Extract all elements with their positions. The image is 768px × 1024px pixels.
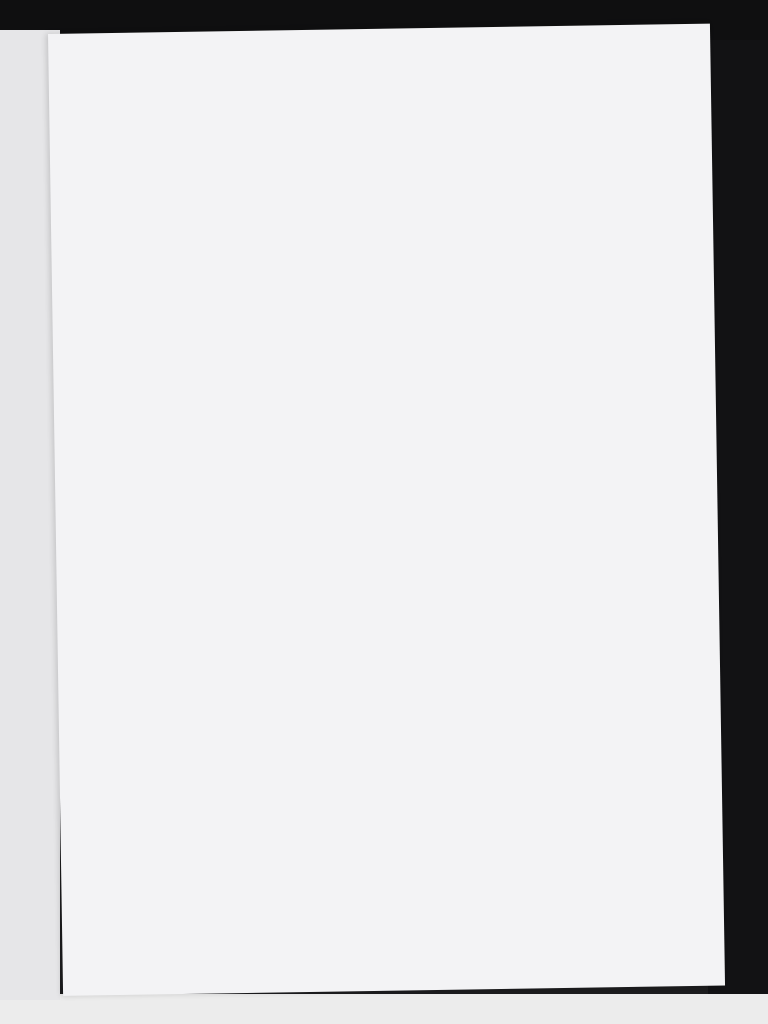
question-list bbox=[97, 342, 657, 351]
exam-paper bbox=[48, 24, 725, 996]
year-sem bbox=[160, 167, 520, 194]
table-surface bbox=[0, 994, 768, 1024]
exam-header bbox=[160, 167, 520, 194]
